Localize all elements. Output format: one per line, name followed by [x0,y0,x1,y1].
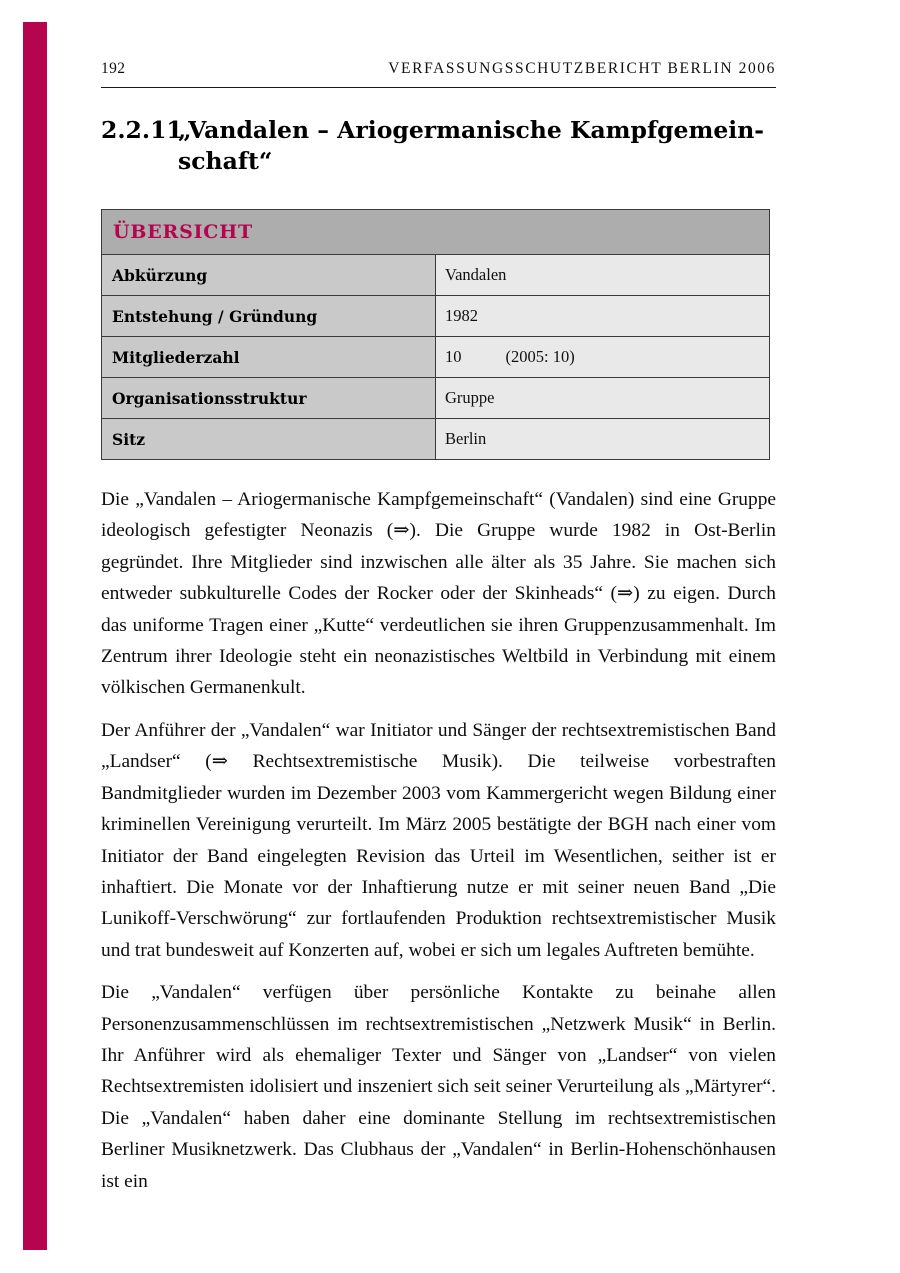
table-row [102,337,770,378]
running-header [101,60,776,88]
paragraph-2: Der Anführer der „Vandalen“ war Initiator und Sänger der rechtsextremistischen Band „Landser“ (⇒ Rechtsextremistische Musik). Die teilweise vorbestraften Bandmitglieder wurden im Dezember 2003 vom Kammergericht wegen Bildung einer kriminellen Vereinigung verurteilt. Im März 2005 bestätigte der BGH nach einer vom Initiator der Band eingelegten Revision das Urteil im Wesentlichen, seither ist er inhaftiert. Die Monate vor der Inhaftierung nutze er mit seiner neuen Band „Die Lunikoff-Verschwörung“ zur fortlaufenden Produktion rechtsextremistischer Musik und trat bundesweit auf Konzerten auf, wobei er sich um legales Auftreten bemühte. [101,719,776,961]
table-row [102,378,770,419]
row-label-organisationsstruktur: Organisationsstruktur [102,378,436,419]
table-header-row [102,210,770,255]
overview-table [101,209,770,460]
table-row [102,419,770,460]
member-count-current: 10 [445,347,462,367]
paragraph-3: Die „Vandalen“ verfügen über persönliche Kontakte zu beinahe allen Personenzusammenschlüssen im rechtsextremistischen „Netzwerk Musik“ in Berlin. Ihr Anführer wird als ehemaliger Texter und Sänger von „Landser“ von vielen Rechtsextremisten idolisiert und inszeniert sich seit seiner Verurteilung als „Märtyrer“. Die „Vandalen“ haben daher eine dominante Stellung im rechtsextremistischen Berliner Musiknetzwerk. Das Clubhaus der „Vandalen“ in Berlin-Hohenschönhausen ist ein [101,982,776,1192]
row-value-organisationsstruktur: Gruppe [436,378,770,419]
running-header-title: VERFASSUNGSSCHUTZBERICHT BERLIN 2006 [388,60,776,77]
overview-header-label: ÜBERSICHT [113,221,253,244]
section-heading [101,115,776,177]
page-number: 192 [101,60,126,77]
table-row [102,255,770,296]
member-count-previous: (2005: 10) [505,347,575,367]
row-label-abkuerzung: Abkürzung [102,255,436,296]
accent-side-bar [23,22,47,1250]
row-label-sitz: Sitz [102,419,436,460]
table-row [102,296,770,337]
overview-header-cell [102,210,770,255]
body-text [101,484,776,1197]
row-value-sitz: Berlin [436,419,770,460]
paragraph-1: Die „Vandalen – Ariogermanische Kampfgemeinschaft“ (Vandalen) sind eine Gruppe ideologisch gefestigter Neonazis (⇒). Die Gruppe wurde 1982 in Ost-Berlin gegründet. Ihre Mitglieder sind inzwischen alle älter als 35 Jahre. Sie machen sich entweder subkulturelle Codes der Rocker oder der Skinheads“ (⇒) zu eigen. Durch das uniforme Tragen einer „Kutte“ verdeutlichen sie ihren Gruppenzusammenhalt. Im Zentrum ihrer Ideologie steht ein neonazistisches Weltbild in Verbindung mit einem völkischen Germanenkult. [101,489,776,699]
row-value-entstehung: 1982 [436,296,770,337]
overview-table-body [102,210,770,460]
row-label-entstehung: Entstehung / Gründung [102,296,436,337]
row-value-mitgliederzahl [436,337,770,378]
page-content [101,0,776,1197]
row-value-abkuerzung: Vandalen [436,255,770,296]
section-title: „Vandalen – Ariogermanische Kampfgemein- schaft“ [178,116,765,176]
section-number: 2.2.11 [101,116,183,144]
row-label-mitgliederzahl: Mitgliederzahl [102,337,436,378]
